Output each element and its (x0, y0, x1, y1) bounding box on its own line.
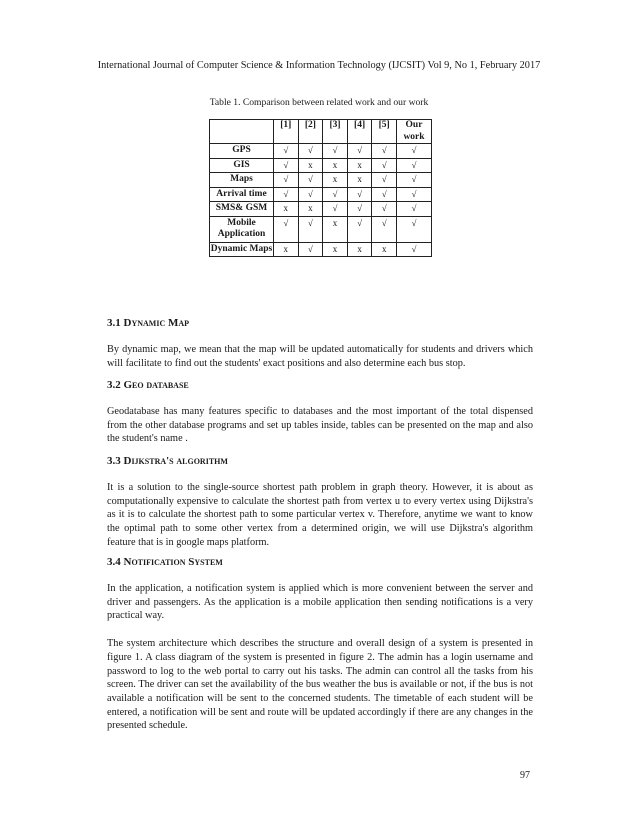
row-label: SMS& GSM (210, 202, 274, 217)
table-cell: √ (298, 173, 323, 188)
table-cell: √ (274, 144, 299, 159)
section-paragraph: In the application, a notification system is applied which is more convenient between the server and driver and passengers. As the application is a mobile application then sending notifications is a very practical way. (107, 583, 533, 622)
row-label: Mobile Application (210, 216, 274, 242)
row-label: GIS (210, 158, 274, 173)
table-cell: √ (372, 173, 397, 188)
section-heading: 3.4 Notification System (107, 556, 223, 568)
table-row (210, 202, 432, 217)
col-header: [1] (274, 120, 299, 144)
table-row (210, 216, 432, 242)
comparison-table (209, 119, 432, 257)
col-header: [4] (347, 120, 372, 144)
row-label: Arrival time (210, 187, 274, 202)
table-cell: √ (397, 144, 432, 159)
table-cell: √ (347, 187, 372, 202)
table-row (210, 144, 432, 159)
table-cell: √ (397, 242, 432, 257)
table-cell: √ (323, 187, 348, 202)
table-cell: √ (298, 242, 323, 257)
row-label: Dynamic Maps (210, 242, 274, 257)
table-cell: √ (397, 216, 432, 242)
table-cell: √ (298, 216, 323, 242)
table-cell: x (323, 216, 348, 242)
page-number: 97 (520, 770, 530, 781)
table-cell: x (274, 202, 299, 217)
table-cell: √ (298, 187, 323, 202)
section-paragraph: It is a solution to the single-source shortest path problem in graph theory. However, it is about as computationally expensive to calculate the shortest path from vertex u to every vertex using Dijkstra's as it is to calculate the shortest path to some particular vertex v. Therefore, anytime we want to know the optimal path to some other vertex from a determined origin, we will use Dijkstra's algorithm feature that is in google maps platform. (107, 482, 533, 548)
table-cell: √ (397, 187, 432, 202)
table-cell: √ (397, 158, 432, 173)
col-header: [2] (298, 120, 323, 144)
table-cell: √ (274, 216, 299, 242)
journal-header: International Journal of Computer Science & Information Technology (IJCSIT) Vol 9, No 1, February 2017 (97, 60, 541, 71)
table-cell: x (298, 158, 323, 173)
col-header: [3] (323, 120, 348, 144)
table-row (210, 242, 432, 257)
table-cell: √ (347, 216, 372, 242)
col-header: [5] (372, 120, 397, 144)
table-cell: √ (274, 187, 299, 202)
table-cell: √ (372, 158, 397, 173)
table-cell: √ (347, 202, 372, 217)
section-heading: 3.3 Dijkstra's algorithm (107, 455, 228, 467)
table-cell: √ (323, 144, 348, 159)
table-cell: x (323, 242, 348, 257)
col-header: Our work (397, 120, 432, 144)
table-cell: x (372, 242, 397, 257)
table-cell: √ (372, 144, 397, 159)
table-row (210, 158, 432, 173)
table-cell: x (347, 173, 372, 188)
table-caption: Table 1. Comparison between related work and our work (209, 97, 429, 108)
table-row (210, 173, 432, 188)
section-heading: 3.1 Dynamic Map (107, 317, 190, 329)
table-cell: √ (372, 187, 397, 202)
section-dynamic-map (107, 317, 533, 370)
row-label: Maps (210, 173, 274, 188)
row-label: GPS (210, 144, 274, 159)
table-cell: √ (372, 202, 397, 217)
table-cell: x (347, 158, 372, 173)
table-row (210, 187, 432, 202)
section-geo-database (107, 379, 533, 446)
table-cell: √ (298, 144, 323, 159)
table-cell: x (274, 242, 299, 257)
table-cell: √ (397, 202, 432, 217)
table-header-row (210, 120, 432, 144)
section-dijkstra (107, 455, 533, 550)
table-cell: √ (274, 158, 299, 173)
table-cell: x (323, 158, 348, 173)
section-notification-system (107, 556, 533, 733)
table-cell: x (347, 242, 372, 257)
section-paragraph: By dynamic map, we mean that the map will be updated automatically for students and drivers which will facilitate to find out the students' exact positions and also determine each bus stop. (107, 344, 533, 369)
table-cell: √ (274, 173, 299, 188)
table-corner-cell (210, 120, 274, 144)
section-paragraph: Geodatabase has many features specific to databases and the most important of the total dispensed from the other database programs and set up tables inside, tables can be presented on the map and also the student's name . (107, 406, 533, 445)
section-paragraph: The system architecture which describes the structure and overall design of a system is presented in figure 1. A class diagram of the system is presented in figure 2. The admin has a login username and password to log to the web portal to carry out his tasks. The admin can control all the tasks from his screen. The driver can set the availability of the bus weather the bus is available or not, if the bus is not available a notification will be sent to the concerned students. The timetable of each student will be entered, a notification will be sent and route will be updated accordingly if there are any changes in the presented schedule. (107, 638, 533, 732)
table-cell: x (323, 173, 348, 188)
table-cell: √ (397, 173, 432, 188)
table-cell: √ (323, 202, 348, 217)
section-heading: 3.2 Geo database (107, 379, 189, 391)
table-cell: x (298, 202, 323, 217)
table-cell: √ (372, 216, 397, 242)
table-cell: √ (347, 144, 372, 159)
